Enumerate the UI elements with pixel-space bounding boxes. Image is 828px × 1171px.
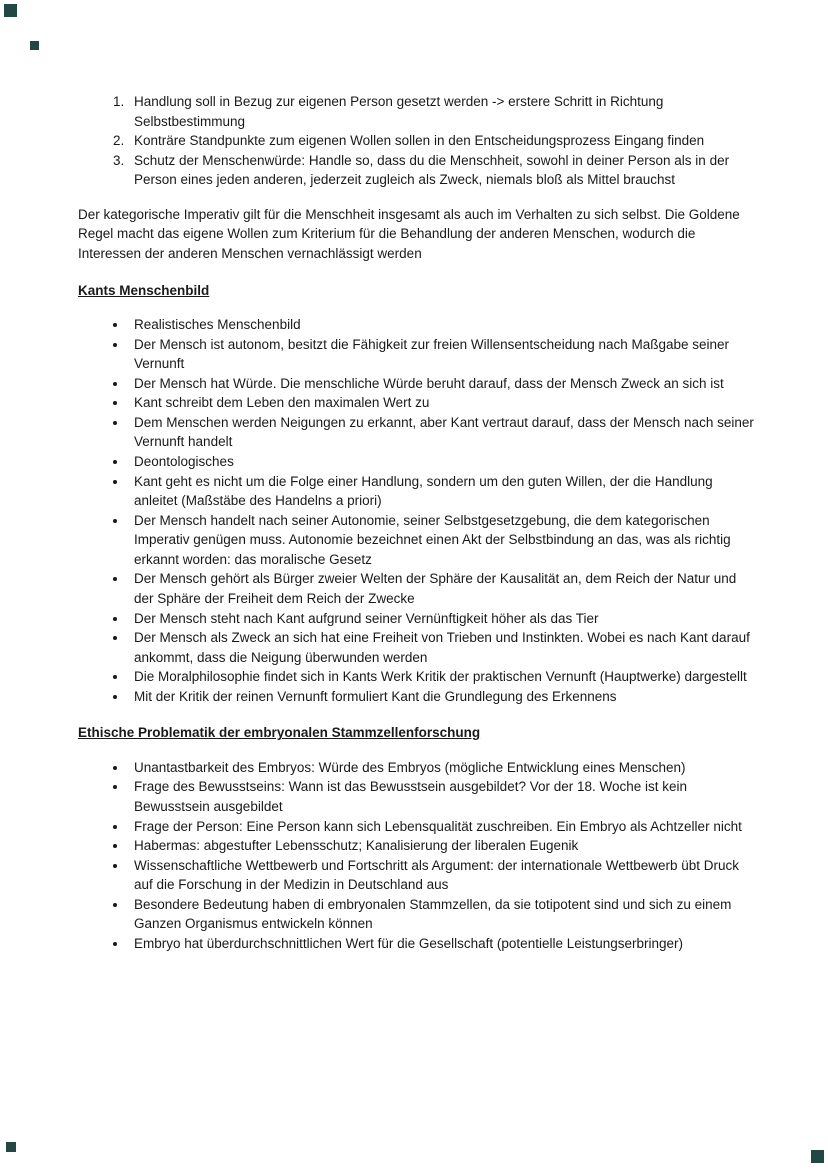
- section-heading-ethische-problematik: Ethische Problematik der embryonalen Stammzellenforschung: [78, 725, 481, 741]
- document-page: [78, 92, 754, 969]
- bullet-list-item: • Kant geht es nicht um die Folge einer Handlung, sondern um den guten Willen, der die Handlung anleitet (Maßstäbe des Handelns a priori): [128, 472, 754, 511]
- bullet-list-item: • Der Mensch als Zweck an sich hat eine Freiheit von Trieben und Instinkten. Wobei es nach Kant darauf ankommt, dass die Neigung überwunden werden: [128, 628, 754, 667]
- bullet-list-stammzellenforschung: [78, 758, 754, 954]
- scan-corner-mark-bottom-right: [811, 1150, 824, 1163]
- bullet-list-item: • Dem Menschen werden Neigungen zu erkannt, aber Kant vertraut darauf, dass der Mensch nach seiner Vernunft handelt: [128, 413, 754, 452]
- bullet-list-item: • Besondere Bedeutung haben di embryonalen Stammzellen, da sie totipotent sind und sich zu einem Ganzen Organismus entwickeln können: [128, 895, 754, 934]
- numbered-list-item: 2. Konträre Standpunkte zum eigenen Wollen sollen in den Entscheidungsprozess Eingang finden: [128, 131, 754, 151]
- scan-corner-mark-bottom-left: [6, 1142, 16, 1152]
- bullet-list-item: • Der Mensch ist autonom, besitzt die Fähigkeit zur freien Willensentscheidung nach Maßgabe seiner Vernunft: [128, 335, 754, 374]
- bullet-list-item: • Habermas: abgestufter Lebensschutz; Kanalisierung der liberalen Eugenik: [128, 836, 754, 856]
- bullet-list-item: • Deontologisches: [128, 452, 754, 472]
- bullet-list-item: • Wissenschaftliche Wettbewerb und Fortschritt als Argument: der internationale Wettbewerb übt Druck auf die Forschung in der Medizin in Deutschland aus: [128, 856, 754, 895]
- bullet-list-item: • Der Mensch hat Würde. Die menschliche Würde beruht darauf, dass der Mensch Zweck an sich ist: [128, 374, 754, 394]
- bullet-list-item: • Frage der Person: Eine Person kann sich Lebensqualität zuschreiben. Ein Embryo als Achtzeller nicht: [128, 817, 754, 837]
- bullet-list-item: • Der Mensch handelt nach seiner Autonomie, seiner Selbstgesetzgebung, die dem kategorischen Imperativ genügen muss. Autonomie bezeichnet einen Akt der Selbstbindung an das, was als richtig erkannt worden: das moralische Gesetz: [128, 511, 754, 570]
- bullet-list-item: • Der Mensch gehört als Bürger zweier Welten der Sphäre der Kausalität an, dem Reich der Natur und der Sphäre der Freiheit dem Reich der Zwecke: [128, 569, 754, 608]
- numbered-list-item: 1. Handlung soll in Bezug zur eigenen Person gesetzt werden -> erstere Schritt in Richtung Selbstbestimmung: [128, 92, 754, 131]
- numbered-list-categorical-imperative: [78, 92, 754, 190]
- paragraph-kategorischer-imperativ: Der kategorische Imperativ gilt für die Menschheit insgesamt als auch im Verhalten zu sich selbst. Die Goldene Regel macht das eigene Wollen zum Kriterium für die Behandlung der anderen Menschen, wodurch die Interessen der anderen Menschen vernachlässigt werden: [78, 206, 740, 261]
- bullet-list-item: • Kant schreibt dem Leben den maximalen Wert zu: [128, 393, 754, 413]
- section-heading-kants-menschenbild: Kants Menschenbild: [78, 282, 210, 298]
- bullet-list-item: • Der Mensch steht nach Kant aufgrund seiner Vernünftigkeit höher als das Tier: [128, 609, 754, 629]
- bullet-list-item: • Unantastbarkeit des Embryos: Würde des Embryos (mögliche Entwicklung eines Menschen): [128, 758, 754, 778]
- bullet-list-item: • Die Moralphilosophie findet sich in Kants Werk Kritik der praktischen Vernunft (Hauptwerke) dargestellt: [128, 667, 754, 687]
- bullet-list-item: • Realistisches Menschenbild: [128, 315, 754, 335]
- bullet-list-item: • Mit der Kritik der reinen Vernunft formuliert Kant die Grundlegung des Erkennens: [128, 687, 754, 707]
- bullet-list-item: • Embryo hat überdurchschnittlichen Wert für die Gesellschaft (potentielle Leistungserbringer): [128, 934, 754, 954]
- scan-corner-mark-top-left: [4, 4, 17, 17]
- bullet-list-kants-menschenbild: [78, 315, 754, 706]
- scan-corner-mark-top-left-inner: [30, 41, 39, 50]
- numbered-list-item: 3. Schutz der Menschenwürde: Handle so, dass du die Menschheit, sowohl in deiner Person als in der Person eines jeden anderen, jederzeit zugleich als Zweck, niemals bloß als Mittel brauchst: [128, 151, 754, 190]
- bullet-list-item: • Frage des Bewusstseins: Wann ist das Bewusstsein ausgebildet? Vor der 18. Woche ist kein Bewusstsein ausgebildet: [128, 777, 754, 816]
